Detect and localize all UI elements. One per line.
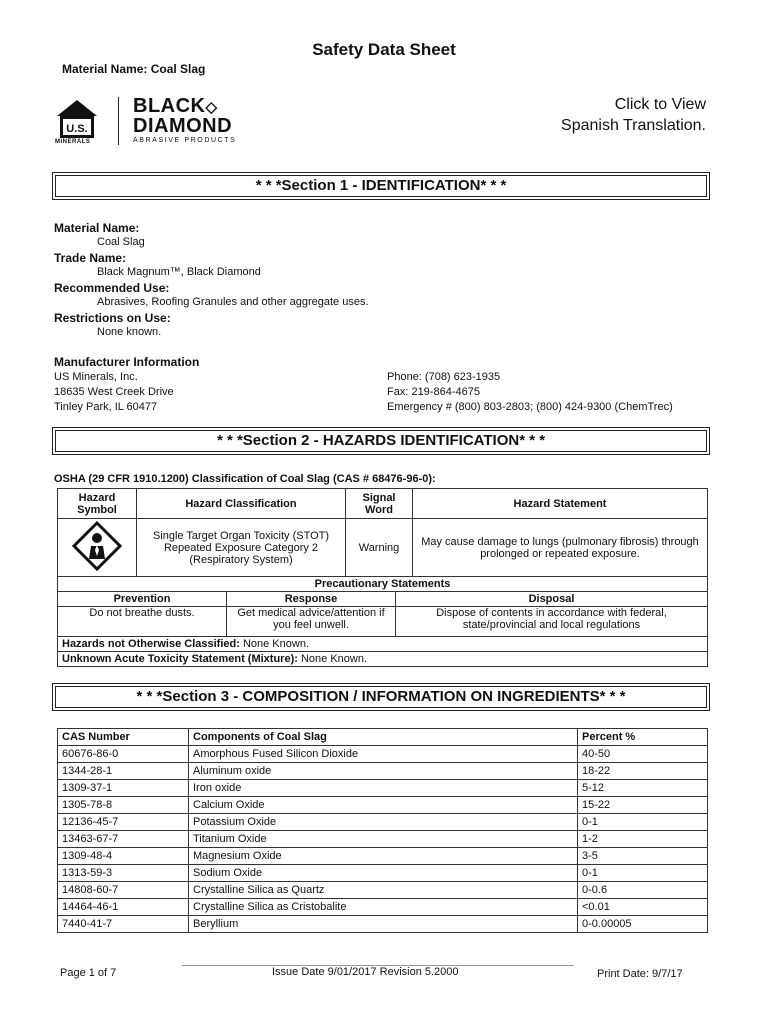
cell-pct: 5-12 (578, 780, 708, 797)
osha-classification-title: OSHA (29 CFR 1910.1200) Classification of Coal Slag (CAS # 68476-96-0): (54, 473, 436, 485)
col-percent: Percent % (578, 729, 708, 746)
cell-comp: Beryllium (189, 916, 578, 933)
hazard-symbol-cell (58, 519, 137, 577)
cell-comp: Calcium Oxide (189, 797, 578, 814)
cell-cas: 14808-60-7 (58, 882, 189, 899)
logo-black-word: BLACK (133, 95, 206, 117)
logo-divider (118, 97, 119, 145)
cell-comp: Aluminum oxide (189, 763, 578, 780)
logo-minerals-text: MINERALS (55, 139, 91, 145)
cell-cas: 7440-41-7 (58, 916, 189, 933)
acute-toxicity-label: Unknown Acute Toxicity Statement (Mixture): (62, 653, 298, 665)
response-heading: Response (227, 592, 396, 607)
cell-cas: 12136-45-7 (58, 814, 189, 831)
table-row (58, 848, 708, 865)
table-row (58, 780, 708, 797)
cell-cas: 60676-86-0 (58, 746, 189, 763)
table-row (58, 882, 708, 899)
cell-cas: 1309-48-4 (58, 848, 189, 865)
col-hazard-symbol: Hazard Symbol (58, 489, 137, 519)
health-hazard-pictogram-icon (72, 521, 122, 571)
fax: Fax: 219-864-4675 (387, 386, 480, 398)
table-row (58, 831, 708, 848)
material-name-label: Material Name: (54, 221, 140, 235)
cell-pct: 0-1 (578, 814, 708, 831)
cell-cas: 14464-46-1 (58, 899, 189, 916)
address-line1: 18635 West Creek Drive (54, 386, 174, 398)
cell-comp: Crystalline Silica as Quartz (189, 882, 578, 899)
composition-table (57, 728, 708, 933)
emergency-number: Emergency # (800) 803-2803; (800) 424-9300 (ChemTrec) (387, 401, 673, 413)
cell-pct: 15-22 (578, 797, 708, 814)
phone: Phone: (708) 623-1935 (387, 371, 501, 383)
cell-pct: <0.01 (578, 899, 708, 916)
response-value: Get medical advice/attention if you feel unwell. (227, 607, 396, 637)
cell-pct: 0-1 (578, 865, 708, 882)
table-row (58, 916, 708, 933)
page-number: Page 1 of 7 (60, 967, 117, 979)
material-name-header: Material Name: Coal Slag (62, 62, 206, 76)
page-title: Safety Data Sheet (312, 40, 456, 59)
cell-comp: Amorphous Fused Silicon Dioxide (189, 746, 578, 763)
cell-comp: Potassium Oxide (189, 814, 578, 831)
company-logo (55, 95, 255, 150)
acute-toxicity-row (58, 652, 708, 667)
cell-cas: 1313-59-3 (58, 865, 189, 882)
print-date: Print Date: 9/7/17 (597, 968, 683, 980)
table-row (58, 899, 708, 916)
section1-heading: * * *Section 1 - IDENTIFICATION* * * (52, 172, 710, 200)
cell-comp: Magnesium Oxide (189, 848, 578, 865)
section3-heading: * * *Section 3 - COMPOSITION / INFORMATION ON INGREDIENTS* * * (52, 683, 710, 711)
trade-name-label: Trade Name: (54, 251, 127, 265)
signal-word-value: Warning (346, 519, 413, 577)
col-hazard-statement: Hazard Statement (413, 489, 708, 519)
hnoc-label: Hazards not Otherwise Classified: (62, 638, 240, 650)
table-row (58, 797, 708, 814)
spanish-link-line1[interactable]: Click to View (614, 96, 706, 113)
disposal-value: Dispose of contents in accordance with federal, state/provincial and local regulations (396, 607, 708, 637)
cell-comp: Iron oxide (189, 780, 578, 797)
cell-cas: 1309-37-1 (58, 780, 189, 797)
spanish-link-line2[interactable]: Spanish Translation. (561, 117, 706, 134)
col-cas-number: CAS Number (58, 729, 189, 746)
spanish-translation-link[interactable] (520, 94, 706, 136)
company-name: US Minerals, Inc. (54, 371, 138, 383)
section2-heading: * * *Section 2 - HAZARDS IDENTIFICATION* * * (52, 427, 710, 455)
hnoc-row (58, 637, 708, 652)
issue-date: Issue Date 9/01/2017 Revision 5.2000 (272, 966, 459, 978)
table-row (58, 763, 708, 780)
us-minerals-house-icon (55, 95, 99, 145)
hazard-statement-value: May cause damage to lungs (pulmonary fibrosis) through prolonged or repeated exposure. (413, 519, 708, 577)
precautionary-table (57, 576, 708, 667)
cell-pct: 1-2 (578, 831, 708, 848)
cell-comp: Crystalline Silica as Cristobalite (189, 899, 578, 916)
hazard-table (57, 488, 708, 577)
material-name-value: Coal Slag (97, 236, 145, 248)
manufacturer-label: Manufacturer Information (54, 355, 200, 369)
acute-toxicity-value: None Known. (300, 653, 368, 665)
precautionary-heading: Precautionary Statements (58, 577, 708, 592)
diamond-gem-icon: ◇ (205, 99, 218, 116)
logo-abrasive-text: ABRASIVE PRODUCTS (133, 137, 237, 144)
hnoc-value: None Known. (242, 638, 309, 650)
col-components: Components of Coal Slag (189, 729, 578, 746)
prevention-value: Do not breathe dusts. (58, 607, 227, 637)
trade-name-value: Black Magnum™, Black Diamond (97, 266, 261, 278)
cell-comp: Titanium Oxide (189, 831, 578, 848)
logo-us-text: U.S. (66, 123, 88, 135)
cell-pct: 3-5 (578, 848, 708, 865)
cell-pct: 0-0.00005 (578, 916, 708, 933)
cell-pct: 0-0.6 (578, 882, 708, 899)
cell-comp: Sodium Oxide (189, 865, 578, 882)
col-signal-word: Signal Word (346, 489, 413, 519)
address-line2: Tinley Park, IL 60477 (54, 401, 158, 413)
disposal-heading: Disposal (396, 592, 708, 607)
cell-cas: 1305-78-8 (58, 797, 189, 814)
cell-pct: 18-22 (578, 763, 708, 780)
hazard-classification-value: Single Target Organ Toxicity (STOT) Repeated Exposure Category 2 (Respiratory System) (137, 519, 346, 577)
recommended-use-label: Recommended Use: (54, 281, 170, 295)
prevention-heading: Prevention (58, 592, 227, 607)
logo-diamond-text: DIAMOND (133, 115, 233, 137)
table-row (58, 814, 708, 831)
restrictions-value: None known. (97, 326, 162, 338)
cell-pct: 40-50 (578, 746, 708, 763)
recommended-use-value: Abrasives, Roofing Granules and other aggregate uses. (97, 296, 369, 308)
table-row (58, 865, 708, 882)
table-row (58, 746, 708, 763)
cell-cas: 1344-28-1 (58, 763, 189, 780)
col-hazard-classification: Hazard Classification (137, 489, 346, 519)
restrictions-label: Restrictions on Use: (54, 311, 171, 325)
cell-cas: 13463-67-7 (58, 831, 189, 848)
